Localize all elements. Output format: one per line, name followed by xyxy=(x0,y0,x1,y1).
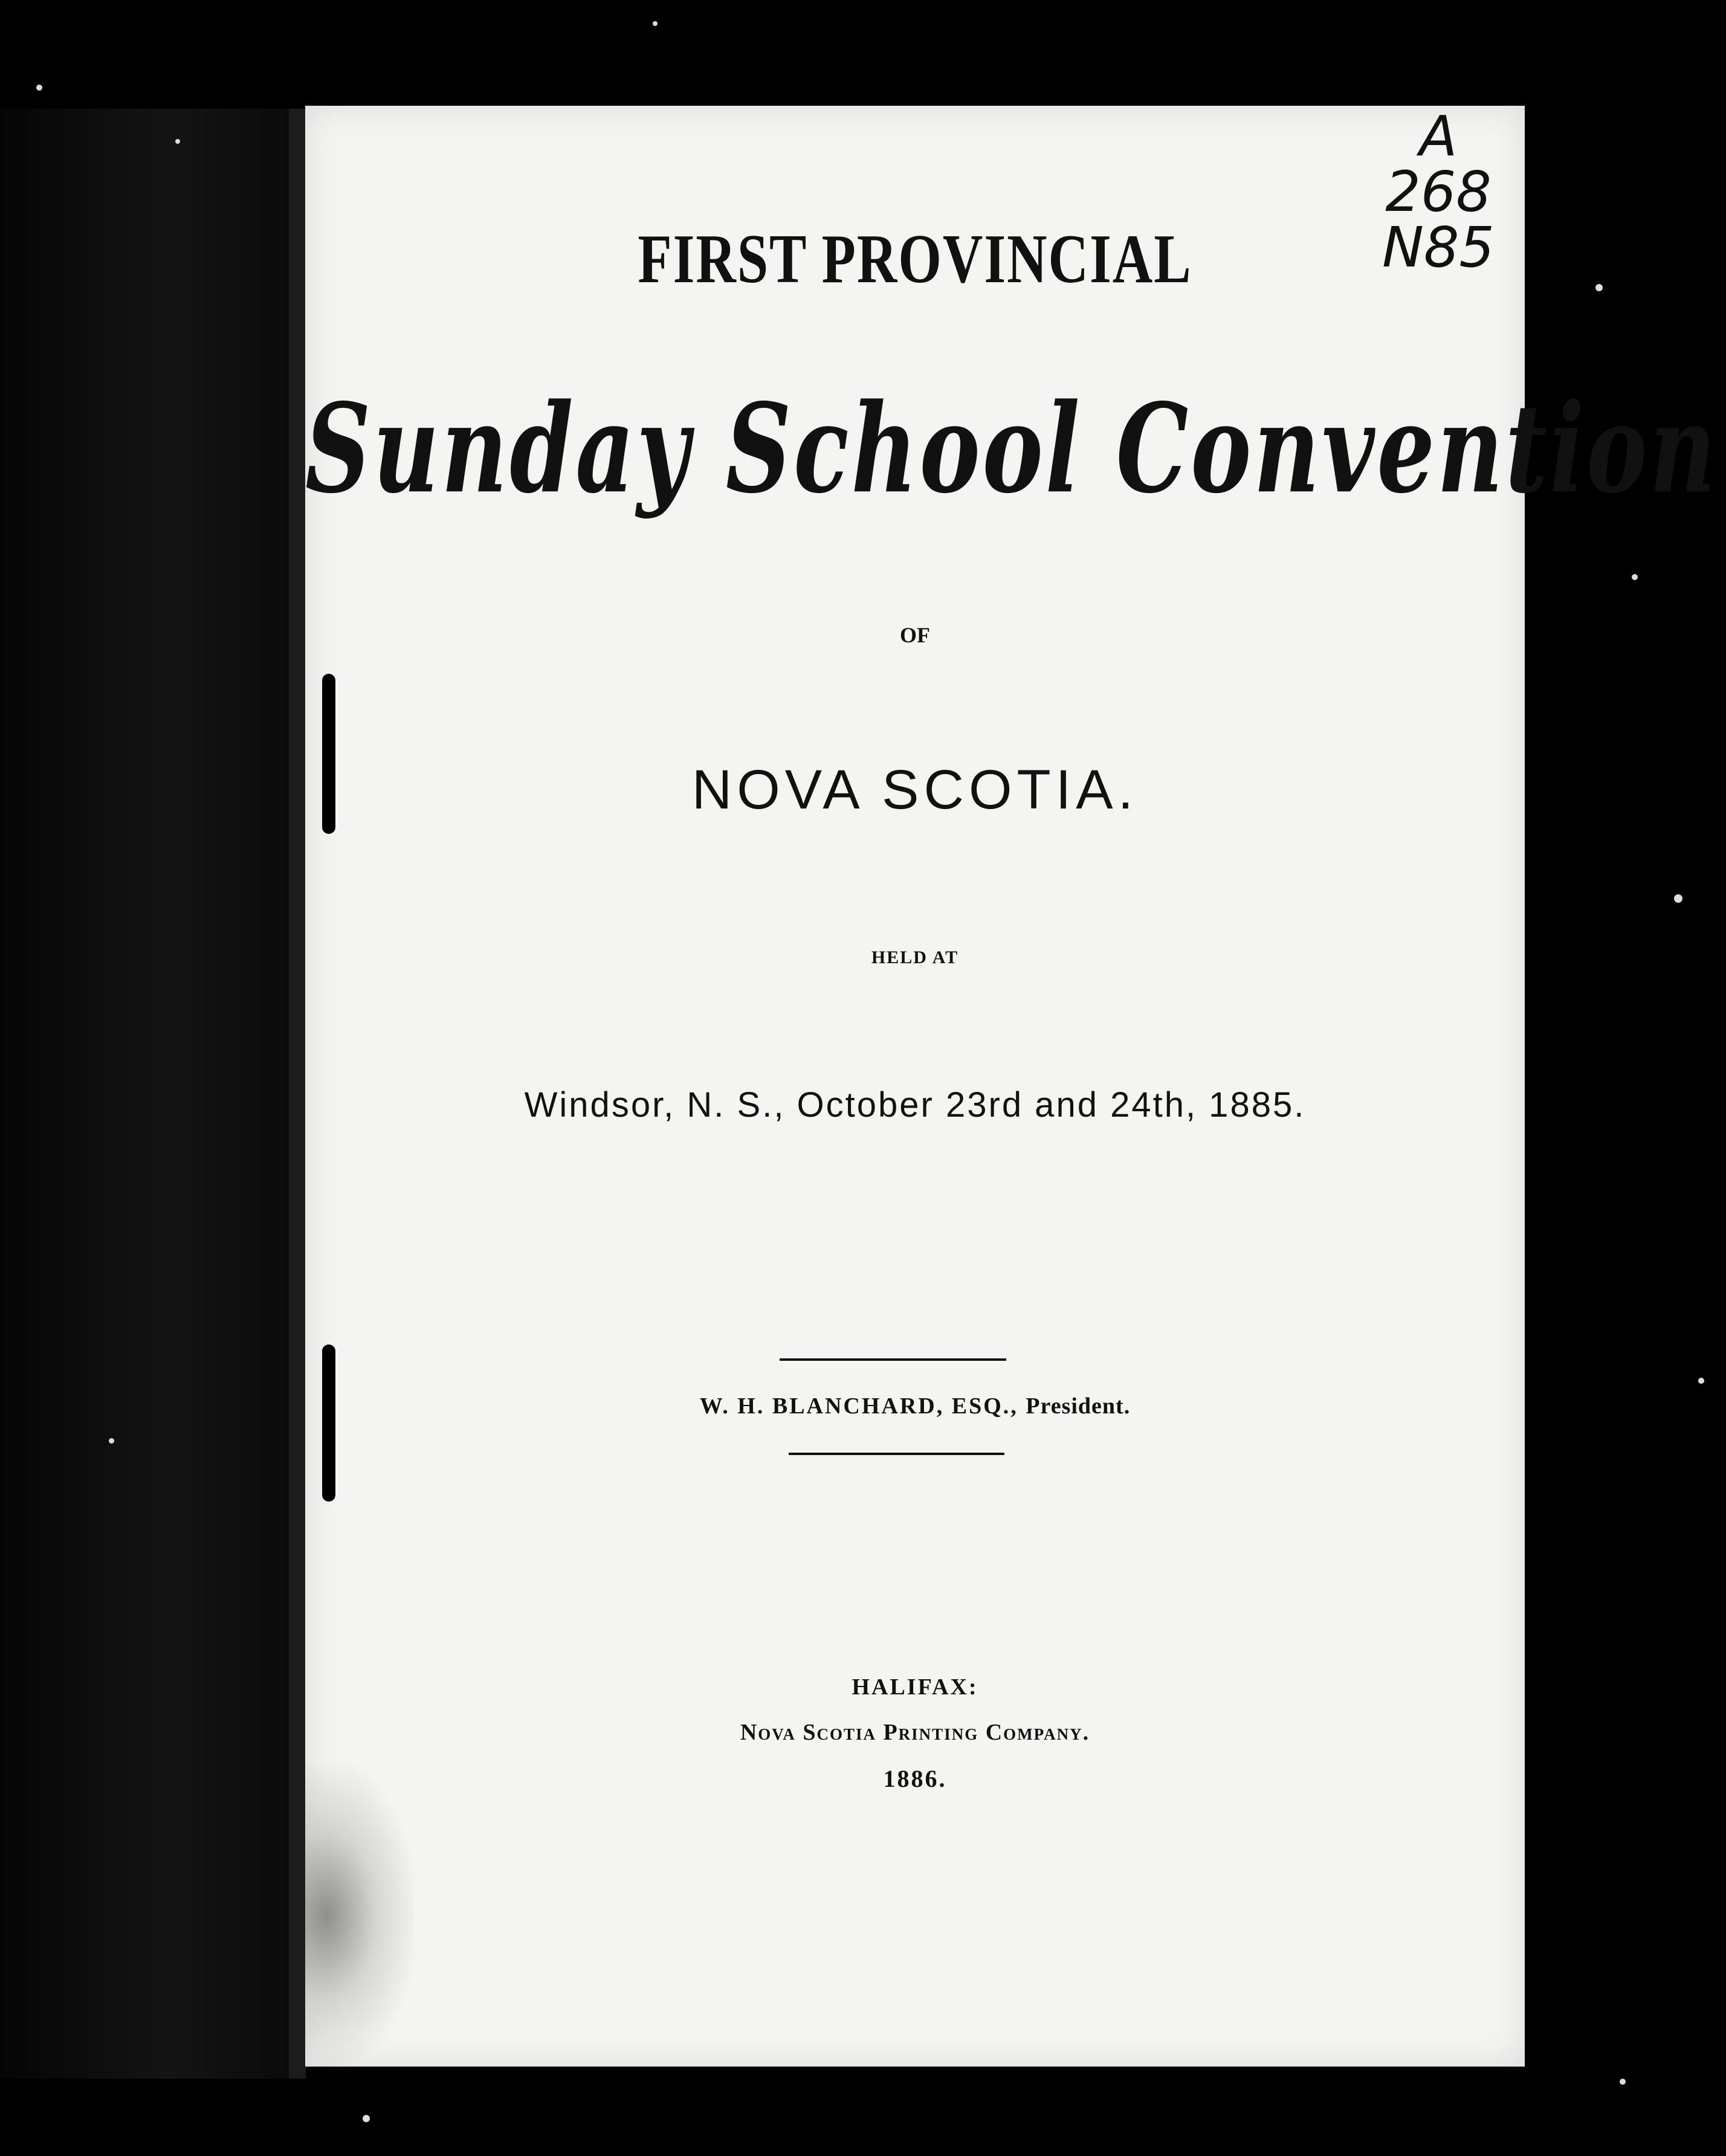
binding-edge xyxy=(289,109,306,2079)
scan-speck xyxy=(109,1438,114,1444)
book-binding xyxy=(0,109,305,2079)
scan-speck xyxy=(1632,574,1638,580)
scan-speck xyxy=(36,85,42,91)
scan-speck xyxy=(1595,284,1603,291)
president-line xyxy=(305,1393,1525,1419)
title-sunday-school-convention: Sunday School Convention xyxy=(305,377,1718,521)
call-number-line-1: A xyxy=(1419,104,1458,169)
president-name: W. H. BLANCHARD, ESQ., xyxy=(699,1393,1018,1419)
title-first-provincial: FIRST PROVINCIAL xyxy=(638,220,1192,297)
place-nova-scotia: NOVA SCOTIA. xyxy=(691,759,1139,821)
divider-rule-top xyxy=(780,1358,1006,1361)
held-at-text: HELD AT xyxy=(871,947,959,967)
call-number-line-2: 268 xyxy=(1385,160,1492,224)
page-stain xyxy=(305,1764,414,2067)
of-text: OF xyxy=(900,623,930,647)
scan-speck xyxy=(1620,2079,1626,2085)
imprint-city: HALIFAX: xyxy=(852,1674,978,1700)
staple-bottom xyxy=(322,1344,335,1502)
divider-rule-bottom xyxy=(789,1453,1004,1455)
scan-speck xyxy=(175,139,180,144)
scan-speck xyxy=(363,2115,370,2122)
imprint-publisher: Nova Scotia Printing Company. xyxy=(740,1720,1090,1745)
president-role: President. xyxy=(1026,1393,1131,1419)
date-location-line: Windsor, N. S., October 23rd and 24th, 1885. xyxy=(524,1085,1306,1125)
scan-speck xyxy=(653,21,658,26)
imprint-year: 1886. xyxy=(883,1765,947,1792)
scan-speck xyxy=(1674,894,1682,903)
scan-speck xyxy=(1698,1378,1704,1384)
call-number-line-3: N85 xyxy=(1382,215,1495,280)
